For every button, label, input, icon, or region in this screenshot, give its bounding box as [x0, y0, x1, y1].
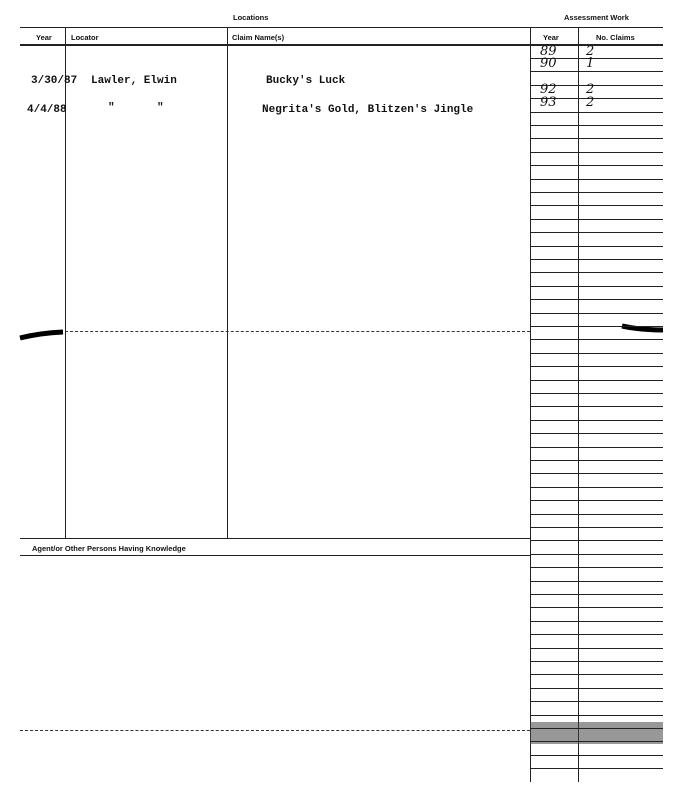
location-row-2-locator-ditto-b: ": [157, 102, 164, 114]
assessment-rule-line: [530, 165, 663, 166]
assessment-row-4-claims: 2: [586, 95, 595, 110]
assessment-rule-line: [530, 406, 663, 407]
assessment-rule-line: [530, 648, 663, 649]
location-row-2-locator-ditto-a: ": [108, 102, 115, 114]
assessment-rule-line: [530, 768, 663, 769]
location-row-2-claims: Negrita's Gold, Blitzen's Jingle: [262, 104, 474, 116]
assessment-rule-line: [530, 286, 663, 287]
assessment-rule-line: [530, 755, 663, 756]
assessment-rule-line: [530, 460, 663, 461]
assessment-rule-line: [530, 299, 663, 300]
assessment-row-2-year: 90: [540, 56, 557, 71]
assessment-rule-line: [530, 634, 663, 635]
assessment-rule-line: [530, 674, 663, 675]
assessment-rule-line: [530, 447, 663, 448]
assessment-rule-line: [530, 567, 663, 568]
assessment-rule-line: [530, 259, 663, 260]
assessment-rule-line: [530, 514, 663, 515]
location-row-1-locator: Lawler, Elwin: [91, 75, 177, 87]
claim-names-column-header: Claim Name(s): [232, 33, 285, 42]
assessment-row-2-claims: 1: [586, 56, 595, 71]
assessment-rule-line: [530, 205, 663, 206]
assessment-rule-line: [530, 125, 663, 126]
no-claims-column-header: No. Claims: [596, 33, 635, 42]
assessment-row-3-year: 92: [540, 82, 557, 97]
assessment-row-4-year: 93: [540, 95, 557, 110]
assessment-rule-line: [530, 500, 663, 501]
assessment-rule-line: [530, 581, 663, 582]
assessment-rule-line: [530, 715, 663, 716]
assessment-rule-line: [530, 701, 663, 702]
assessment-rule-line: [530, 192, 663, 193]
location-row-1-year: 3/30/87: [31, 75, 78, 87]
assessment-rule-line: [530, 366, 663, 367]
assessment-rule-line: [530, 313, 663, 314]
assessment-rule-line: [530, 594, 663, 595]
assessment-rule-line: [530, 607, 663, 608]
assessment-rule-line: [530, 138, 663, 139]
assessment-rule-line: [530, 487, 663, 488]
location-row-2-year: 4/4/88: [27, 104, 67, 116]
assessment-rule-line: [530, 433, 663, 434]
assessment-rule-line: [530, 393, 663, 394]
assessment-rule-line: [530, 179, 663, 180]
assessment-rule-line: [530, 554, 663, 555]
assessment-work-header: Assessment Work: [564, 13, 629, 22]
assessment-row-1-year: 89: [540, 44, 557, 59]
assessment-rule-line: [530, 728, 663, 729]
assessment-rule-line: [530, 621, 663, 622]
assessment-rule-line: [530, 527, 663, 528]
locator-column-header: Locator: [71, 33, 99, 42]
assessment-row-1-claims: 2: [586, 44, 595, 59]
assessment-rule-line: [530, 232, 663, 233]
assessment-year-column-header: Year: [543, 33, 559, 42]
assessment-rule-line: [530, 540, 663, 541]
year-column-header: Year: [36, 33, 52, 42]
assessment-rule-line: [530, 272, 663, 273]
assessment-rule-line: [530, 380, 663, 381]
locations-header: Locations: [233, 13, 269, 22]
assessment-rule-line: [530, 661, 663, 662]
assessment-rule-line: [530, 473, 663, 474]
assessment-rule-line: [530, 353, 663, 354]
assessment-rule-line: [530, 339, 663, 340]
assessment-rule-line: [530, 152, 663, 153]
assessment-rule-line: [530, 420, 663, 421]
agent-section-header: Agent/or Other Persons Having Knowledge: [32, 544, 186, 553]
assessment-rule-line: [530, 112, 663, 113]
assessment-rule-line: [530, 246, 663, 247]
assessment-rule-line: [530, 326, 663, 327]
assessment-rule-line: [530, 688, 663, 689]
assessment-rule-line: [530, 71, 663, 72]
left-marker-stroke: [20, 332, 63, 338]
assessment-rule-line: [530, 219, 663, 220]
assessment-row-3-claims: 2: [586, 82, 595, 97]
assessment-rule-line: [530, 741, 663, 742]
location-row-1-claims: Bucky's Luck: [266, 75, 346, 87]
